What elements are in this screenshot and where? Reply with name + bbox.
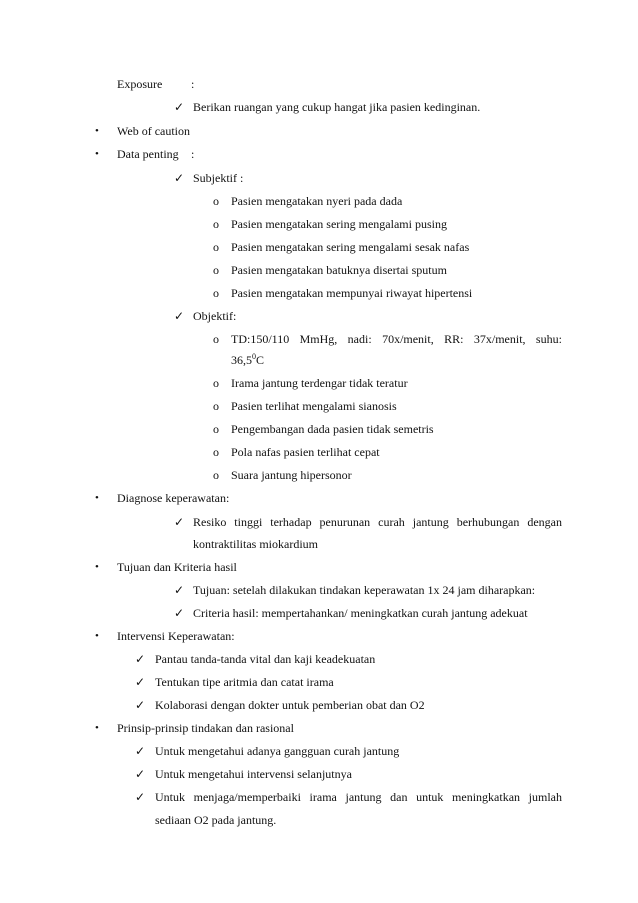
bullet-icon: •: [95, 722, 99, 734]
vitals-word: nadi:: [347, 332, 372, 346]
circle-bullet-icon: o: [213, 194, 219, 208]
vitals-word: 37x/menit,: [473, 332, 526, 346]
bullet-icon: •: [95, 125, 99, 137]
prinsip-word: untuk: [416, 790, 444, 804]
diagnose-label: Diagnose keperawatan:: [117, 491, 230, 505]
data-penting-colon: :: [191, 147, 195, 161]
intervensi-label: Intervensi Keperawatan:: [117, 629, 235, 643]
prinsip-word: irama: [309, 790, 337, 804]
bullet-icon: •: [95, 148, 99, 160]
tujuan-item: Tujuan: setelah dilakukan tindakan keperawatan 1x 24 jam diharapkan:: [193, 583, 536, 597]
circle-bullet-icon: o: [213, 263, 219, 277]
objektif-item: Pola nafas pasien terlihat cepat: [231, 445, 380, 459]
prinsip-word: menjaga/memperbaiki: [193, 790, 301, 804]
prinsip-word: dan: [390, 790, 408, 804]
check-icon: ✓: [135, 744, 146, 758]
circle-bullet-icon: o: [213, 217, 219, 231]
prinsip-line: [155, 790, 562, 804]
check-icon: ✓: [135, 652, 146, 666]
circle-bullet-icon: o: [213, 286, 219, 300]
temp-unit: C: [256, 353, 265, 367]
check-icon: ✓: [174, 309, 185, 323]
objektif-label: Objektif:: [193, 309, 237, 323]
objektif-item: Irama jantung terdengar tidak teratur: [231, 376, 408, 390]
vitals-word: RR:: [444, 332, 464, 346]
prinsip-word: jantung: [345, 790, 382, 804]
diagnose-word: dengan: [527, 515, 562, 529]
bullet-icon: •: [95, 630, 99, 642]
check-icon: ✓: [135, 790, 146, 804]
bullet-icon: •: [95, 561, 99, 573]
circle-bullet-icon: o: [213, 240, 219, 254]
objektif-item: Suara jantung hipersonor: [231, 468, 352, 482]
prinsip-item: Untuk mengetahui intervensi selanjutnya: [155, 767, 352, 781]
diagnose-word: jantung: [412, 515, 449, 529]
prinsip-label: Prinsip-prinsip tindakan dan rasional: [117, 721, 294, 735]
temp-value: 36,5: [231, 353, 252, 367]
circle-bullet-icon: o: [213, 422, 219, 436]
intervensi-item: Tentukan tipe aritmia dan catat irama: [155, 675, 334, 689]
prinsip-item: Untuk mengetahui adanya gangguan curah jantung: [155, 744, 400, 758]
circle-bullet-icon: o: [213, 468, 219, 482]
prinsip-line-2: sediaan O2 pada jantung.: [155, 813, 277, 827]
check-icon: ✓: [135, 698, 146, 712]
check-icon: ✓: [174, 171, 185, 185]
tujuan-item: Criteria hasil: mempertahankan/ meningkatkan curah jantung adekuat: [193, 606, 528, 620]
prinsip-word: meningkatkan: [452, 790, 521, 804]
subjektif-item: Pasien mengatakan batuknya disertai sputum: [231, 263, 447, 277]
intervensi-item: Pantau tanda-tanda vital dan kaji keadekuatan: [155, 652, 376, 666]
check-icon: ✓: [135, 675, 146, 689]
degree-sup: 0: [252, 352, 256, 361]
subjektif-item: Pasien mengatakan sering mengalami sesak nafas: [231, 240, 470, 254]
tujuan-label: Tujuan dan Kriteria hasil: [117, 560, 237, 574]
prinsip-word: jumlah: [528, 790, 562, 804]
web-of-caution-label: Web of caution: [117, 124, 191, 138]
circle-bullet-icon: o: [213, 399, 219, 413]
check-icon: ✓: [174, 606, 185, 620]
check-icon: ✓: [174, 583, 185, 597]
diagnose-word: tinggi: [234, 515, 263, 529]
diagnose-line-2: kontraktilitas miokardium: [193, 537, 318, 551]
vitals-word: suhu:: [535, 332, 562, 346]
check-icon: ✓: [174, 100, 185, 114]
vitals-word: TD:150/110: [231, 332, 290, 346]
exposure-label: Exposure: [117, 77, 163, 91]
vitals-word: MmHg,: [299, 332, 338, 346]
subjektif-item: Pasien mengatakan nyeri pada dada: [231, 194, 403, 208]
diagnose-word: penurunan: [319, 515, 371, 529]
vitals-temperature: [231, 353, 264, 367]
data-penting-label: Data penting: [117, 147, 179, 161]
diagnose-word: Resiko: [193, 515, 227, 529]
vitals-line: [231, 332, 562, 346]
objektif-item: Pasien terlihat mengalami sianosis: [231, 399, 397, 413]
check-icon: ✓: [174, 515, 185, 529]
objektif-item: Pengembangan dada pasien tidak semetris: [231, 422, 434, 436]
diagnose-word: berhubungan: [456, 515, 520, 529]
subjektif-item: Pasien mengatakan sering mengalami pusing: [231, 217, 447, 231]
bullet-icon: •: [95, 492, 99, 504]
subjektif-label: Subjektif :: [193, 171, 244, 185]
diagnose-line: [193, 515, 562, 529]
exposure-colon: :: [191, 77, 195, 91]
diagnose-word: curah: [378, 515, 405, 529]
circle-bullet-icon: o: [213, 376, 219, 390]
circle-bullet-icon: o: [213, 332, 219, 346]
diagnose-word: terhadap: [270, 515, 312, 529]
subjektif-item: Pasien mengatakan mempunyai riwayat hipertensi: [231, 286, 473, 300]
vitals-word: 70x/menit,: [382, 332, 434, 346]
exposure-item: Berikan ruangan yang cukup hangat jika pasien kedinginan.: [193, 100, 481, 114]
circle-bullet-icon: o: [213, 445, 219, 459]
prinsip-word: Untuk: [155, 790, 185, 804]
intervensi-item: Kolaborasi dengan dokter untuk pemberian obat dan O2: [155, 698, 425, 712]
check-icon: ✓: [135, 767, 146, 781]
